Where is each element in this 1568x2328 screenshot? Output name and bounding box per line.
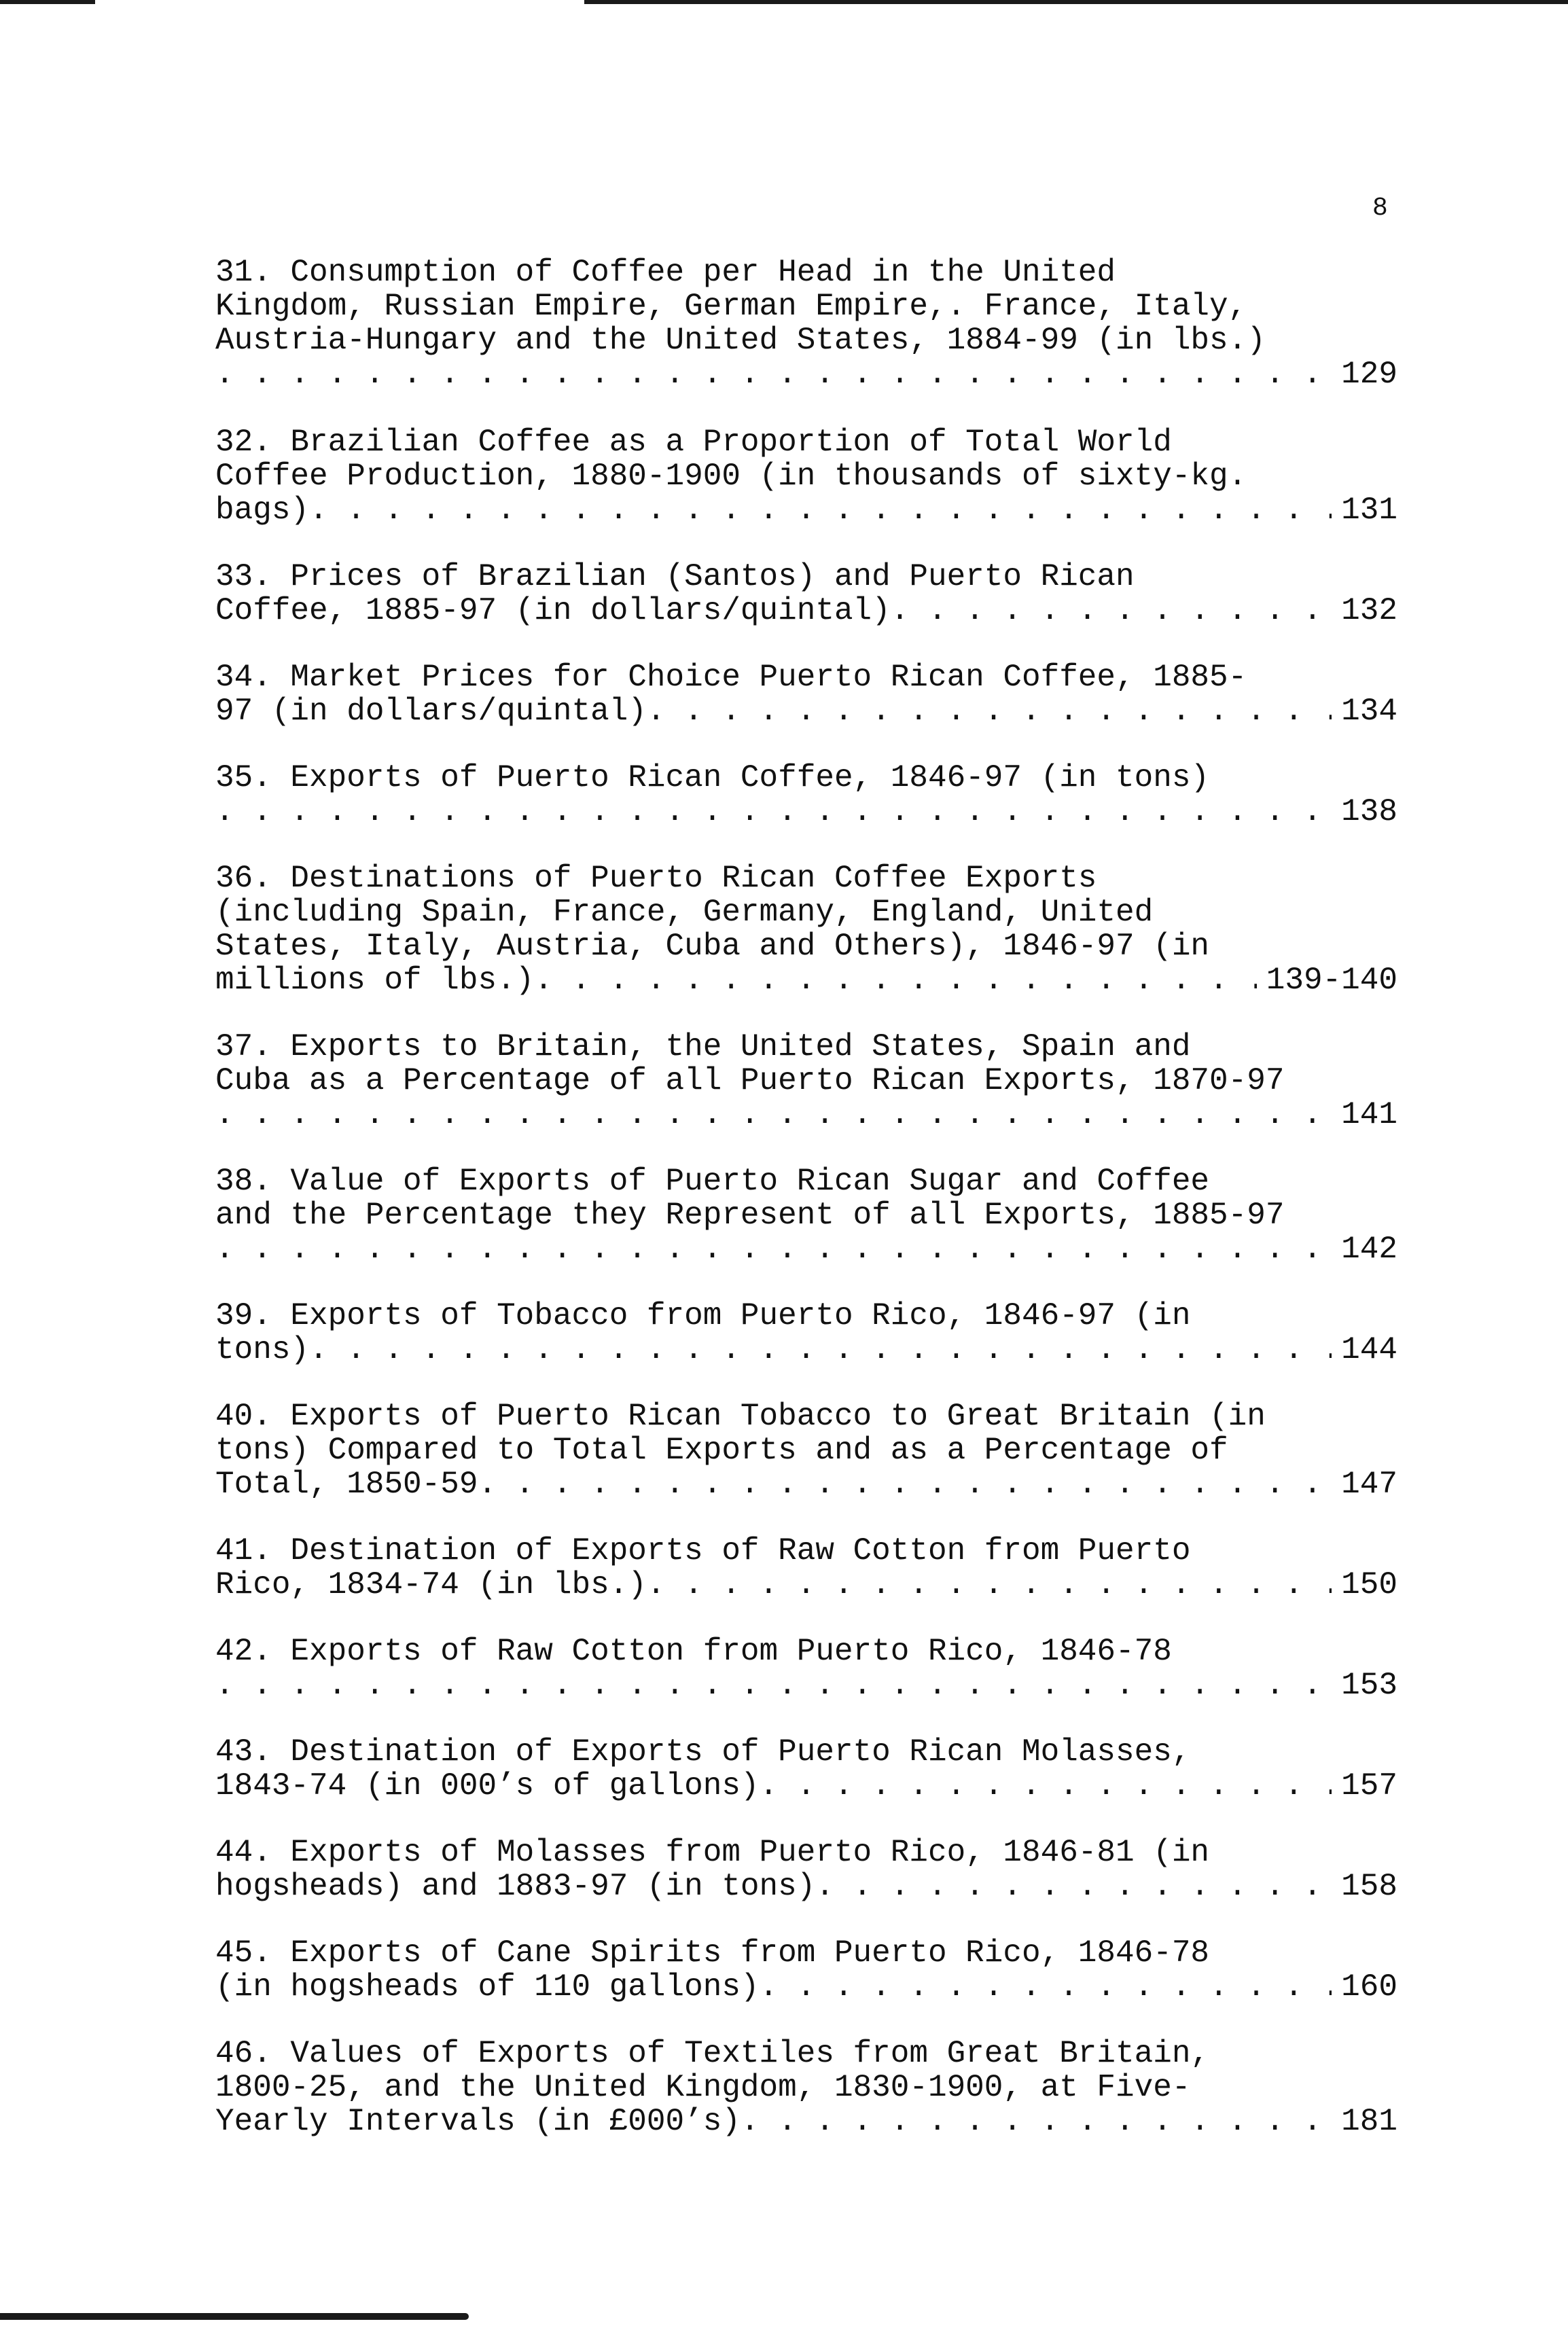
- toc-entry-title-line: 33. Prices of Brazilian (Santos) and Puerto Rican: [215, 559, 1135, 594]
- toc-entry-title-line: (including Spain, France, Germany, England, United: [215, 895, 1154, 930]
- toc-entry-page-number: 181: [1341, 2104, 1397, 2139]
- dot-leader: [647, 694, 1332, 728]
- toc-entry-page-number: 160: [1341, 1969, 1397, 2005]
- toc-entry-page-number: 134: [1341, 694, 1397, 729]
- dot-leader: [215, 357, 1332, 391]
- toc-entry-title-tail: 1843-74 (in 000’s of gallons): [215, 1768, 760, 1804]
- toc-entry-leader-row: [215, 1869, 1397, 1903]
- toc-entry-page-number: 139-140: [1266, 963, 1397, 998]
- toc-entry: [215, 425, 1397, 527]
- toc-entry-leader-row: [215, 1568, 1397, 1602]
- toc-entry-title-line: 39. Exports of Tobacco from Puerto Rico, 1846-97 (in: [215, 1298, 1191, 1333]
- toc-entry-page-number: 147: [1341, 1467, 1397, 1502]
- toc-entry-title-line: 38. Value of Exports of Puerto Rican Sugar and Coffee: [215, 1164, 1210, 1199]
- dot-leader: [215, 795, 1332, 829]
- page-number: 8: [1372, 194, 1388, 223]
- dot-leader: [891, 594, 1332, 628]
- toc-entry-leader-row: [215, 594, 1397, 628]
- toc-entry-title-line: 43. Destination of Exports of Puerto Rican Molasses,: [215, 1734, 1191, 1770]
- toc-entry: [215, 2037, 1397, 2138]
- dot-leader: [760, 1970, 1332, 2004]
- dot-leader: [215, 1668, 1332, 1702]
- toc-entry-title-line: 1800-25, and the United Kingdom, 1830-1900, at Five-: [215, 2070, 1191, 2105]
- dot-leader: [815, 1869, 1332, 1903]
- toc-entry: [215, 1164, 1397, 1266]
- toc-entry-leader-row: [215, 1333, 1397, 1367]
- toc-entry-page-number: 157: [1341, 1768, 1397, 1804]
- toc-entry-title-line: 35. Exports of Puerto Rican Coffee, 1846-97 (in tons): [215, 760, 1210, 795]
- toc-entry-title-tail: 97 (in dollars/quintal): [215, 694, 647, 729]
- toc-entry: [215, 255, 1397, 391]
- toc-entry-page-number: 150: [1341, 1567, 1397, 1602]
- toc-entry: [215, 1030, 1397, 1132]
- toc-entry-title-tail: Rico, 1834-74 (in lbs.): [215, 1567, 647, 1602]
- toc-entry-title-tail: hogsheads) and 1883-97 (in tons): [215, 1869, 816, 1904]
- toc-entry-page-number: 158: [1341, 1869, 1397, 1904]
- scan-edge-top-gap: [95, 0, 584, 4]
- dot-leader: [478, 1467, 1332, 1501]
- toc-entry-title-line: 46. Values of Exports of Textiles from Great Britain,: [215, 2036, 1210, 2071]
- toc-entry: [215, 1835, 1397, 1903]
- toc-entry-leader-row: [215, 694, 1397, 728]
- dot-leader: [534, 963, 1256, 997]
- toc-entry-leader-row: [215, 1098, 1397, 1132]
- toc-entry-title-line: Cuba as a Percentage of all Puerto Rican Exports, 1870-97: [215, 1063, 1285, 1098]
- toc-entry: [215, 660, 1397, 728]
- dot-leader: [215, 1232, 1332, 1266]
- toc-entry-leader-row: [215, 1668, 1397, 1702]
- toc-entry-title-tail: Yearly Intervals (in £000’s): [215, 2104, 741, 2139]
- toc-entry-title-line: States, Italy, Austria, Cuba and Others), 1846-97 (in: [215, 929, 1210, 964]
- toc-entry: [215, 1534, 1397, 1602]
- dot-leader: [741, 2105, 1332, 2138]
- toc-entry-title-line: 41. Destination of Exports of Raw Cotton from Puerto: [215, 1533, 1191, 1569]
- toc-entry-title-line: 37. Exports to Britain, the United States, Spain and: [215, 1029, 1191, 1064]
- toc-entry-leader-row: [215, 493, 1397, 527]
- toc-entry-page-number: 141: [1341, 1097, 1397, 1132]
- toc-entry-title-tail: Total, 1850-59: [215, 1467, 478, 1502]
- toc-entry-leader-row: [215, 1232, 1397, 1266]
- toc-entry: [215, 1936, 1397, 2004]
- toc-entry-leader-row: [215, 2105, 1397, 2138]
- toc-entry-leader-row: [215, 357, 1397, 391]
- toc-entry-title-line: 44. Exports of Molasses from Puerto Rico, 1846-81 (in: [215, 1835, 1210, 1870]
- toc-entry-title-line: 31. Consumption of Coffee per Head in the United: [215, 255, 1116, 290]
- toc-entry-title-tail: millions of lbs.): [215, 963, 535, 998]
- toc-entry-leader-row: [215, 1467, 1397, 1501]
- toc-entry-page-number: 131: [1341, 493, 1397, 528]
- dot-leader: [760, 1769, 1332, 1803]
- toc-entry: [215, 1399, 1397, 1501]
- toc-entry-title-line: 40. Exports of Puerto Rican Tobacco to Great Britain (in: [215, 1399, 1266, 1434]
- toc-entry-title-line: Kingdom, Russian Empire, German Empire,. France, Italy,: [215, 289, 1247, 324]
- toc-entry-title-line: 32. Brazilian Coffee as a Proportion of Total World: [215, 425, 1172, 460]
- toc-entry-title-line: tons) Compared to Total Exports and as a Percentage of: [215, 1433, 1228, 1468]
- toc-entry-page-number: 129: [1341, 357, 1397, 392]
- toc-entry-title-tail: bags): [215, 493, 310, 528]
- toc-entry-title-line: 42. Exports of Raw Cotton from Puerto Rico, 1846-78: [215, 1634, 1172, 1669]
- toc-entry-page-number: 144: [1341, 1332, 1397, 1367]
- toc-entry-leader-row: [215, 963, 1397, 997]
- toc-entry: [215, 1299, 1397, 1367]
- toc-entry-page-number: 138: [1341, 794, 1397, 829]
- toc-entry-leader-row: [215, 1970, 1397, 2004]
- toc-entry-title-line: and the Percentage they Represent of all Exports, 1885-97: [215, 1198, 1285, 1233]
- toc-entry: [215, 861, 1397, 997]
- toc-entry-title-line: Coffee Production, 1880-1900 (in thousands of sixty-kg.: [215, 459, 1247, 494]
- toc-entry-page-number: 142: [1341, 1232, 1397, 1267]
- toc-entry-title-line: 34. Market Prices for Choice Puerto Rican Coffee, 1885-: [215, 660, 1247, 695]
- dot-leader: [647, 1568, 1332, 1602]
- toc-entry-page-number: 132: [1341, 593, 1397, 628]
- toc-entry: [215, 1735, 1397, 1803]
- toc-entry-title-line: Austria-Hungary and the United States, 1884-99 (in lbs.): [215, 323, 1266, 358]
- toc-entry-title-line: 36. Destinations of Puerto Rican Coffee Exports: [215, 861, 1097, 896]
- scan-edge-bottom: [0, 2313, 469, 2320]
- toc-entry-leader-row: [215, 795, 1397, 829]
- toc-entry-title-line: 45. Exports of Cane Spirits from Puerto Rico, 1846-78: [215, 1935, 1210, 1971]
- dot-leader: [309, 493, 1332, 527]
- toc-entry-page-number: 153: [1341, 1668, 1397, 1703]
- toc-entry-title-tail: tons): [215, 1332, 310, 1367]
- dot-leader: [215, 1098, 1332, 1132]
- toc-entry: [215, 761, 1397, 829]
- toc-entry-title-tail: Coffee, 1885-97 (in dollars/quintal): [215, 593, 891, 628]
- toc-entry: [215, 1634, 1397, 1702]
- toc-entry: [215, 560, 1397, 628]
- toc-entry-title-tail: (in hogsheads of 110 gallons): [215, 1969, 760, 2005]
- toc-entry-leader-row: [215, 1769, 1397, 1803]
- dot-leader: [309, 1333, 1332, 1367]
